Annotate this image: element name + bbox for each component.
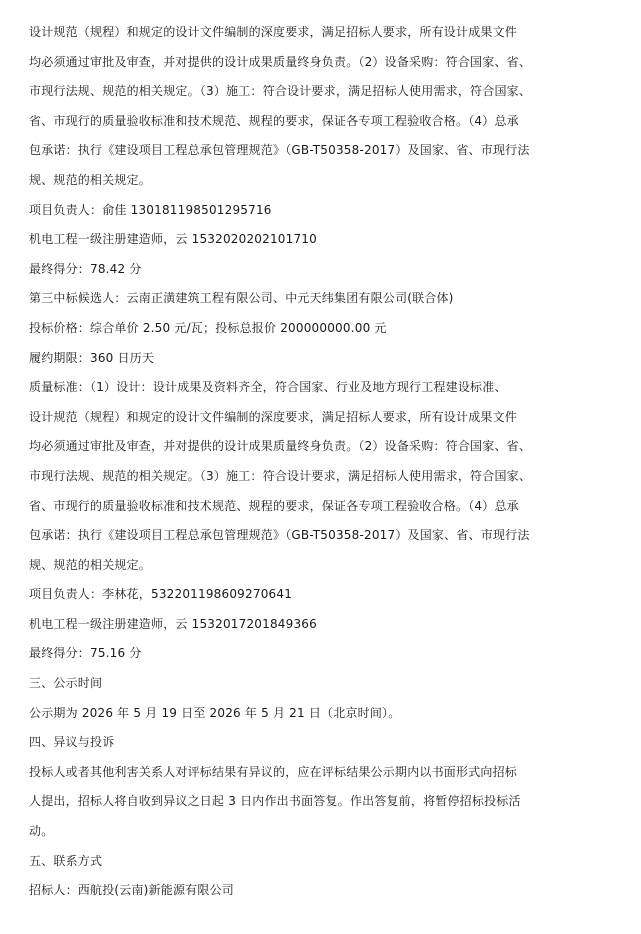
final-score-second — [29, 255, 625, 285]
final-score-third — [29, 639, 625, 669]
text-line: 招标人：西航投(云南)新能源有限公司 — [29, 883, 234, 898]
text-line: 设计规范（规程）和规定的设计文件编制的深度要求，满足招标人要求，所有设计成果文件 — [29, 25, 518, 39]
text-line: 三、公示时间 — [29, 676, 103, 691]
constructor-certificate-third — [29, 610, 625, 640]
text-line: 规、规范的相关规定。 — [29, 557, 152, 572]
performance-period-third — [29, 344, 625, 374]
quality-standard-continued — [29, 18, 625, 196]
section-heading-contact — [29, 847, 625, 877]
text-line: 投标价格：综合单价 2.50 元/瓦；投标总报价 200000000.00 元 — [29, 320, 387, 335]
third-candidate — [29, 284, 625, 314]
text-line: 机电工程一级注册建造师，云 1532017201849366 — [29, 616, 317, 631]
text-line: 规、规范的相关规定。 — [29, 172, 152, 187]
quality-standard-third — [29, 373, 625, 580]
text-line: 包承诺：执行《建设项目工程总承包管理规范》（GB-T50358-2017）及国家、省、市现行法 — [29, 143, 530, 158]
text-line: 动。 — [29, 824, 54, 839]
text-line: 机电工程一级注册建造师，云 1532020202101710 — [29, 232, 317, 247]
text-line: 省、市现行的质量验收标准和技术规范、规程的要求，保证各专项工程验收合格。（4）总承 — [29, 113, 519, 128]
section-heading-objections — [29, 728, 625, 758]
text-line: 投标人或者其他利害关系人对评标结果有异议的，应在评标结果公示期内以书面形式向招标 — [29, 764, 518, 779]
project-manager-third — [29, 580, 625, 610]
objections-text — [29, 758, 625, 847]
tenderer-contact — [29, 876, 625, 906]
text-line: 人提出，招标人将自收到异议之日起 3 日内作出书面答复。作出答复前，将暂停招标投标活 — [29, 794, 521, 809]
text-line: 包承诺：执行《建设项目工程总承包管理规范》（GB-T50358-2017）及国家、省、市现行法 — [29, 528, 530, 543]
text-line: 五、联系方式 — [29, 853, 103, 868]
announcement-document — [29, 18, 625, 906]
text-line: 均必须通过审批及审查，并对提供的设计成果质量终身负责。（2）设备采购：符合国家、省、 — [29, 439, 532, 454]
text-line: 市现行法规、规范的相关规定。（3）施工：符合设计要求，满足招标人使用需求，符合国家、 — [29, 468, 532, 483]
text-line: 最终得分：75.16 分 — [29, 646, 142, 661]
text-line: 最终得分：78.42 分 — [29, 261, 142, 276]
text-line: 第三中标候选人：云南正潢建筑工程有限公司、中元天纬集团有限公司(联合体) — [29, 291, 454, 306]
text-line: 项目负责人：李林花，532201198609270641 — [29, 587, 293, 602]
text-line: 设计规范（规程）和规定的设计文件编制的深度要求，满足招标人要求，所有设计成果文件 — [29, 409, 518, 424]
text-line: 质量标准：（1）设计：设计成果及资料齐全，符合国家、行业及地方现行工程建设标准、 — [29, 380, 507, 395]
publicity-period-text — [29, 699, 625, 729]
text-line: 均必须通过审批及审查，并对提供的设计成果质量终身负责。（2）设备采购：符合国家、省、 — [29, 54, 532, 69]
section-heading-publicity-period — [29, 669, 625, 699]
text-line: 市现行法规、规范的相关规定。（3）施工：符合设计要求，满足招标人使用需求，符合国家、 — [29, 84, 532, 99]
text-line: 履约期限：360 日历天 — [29, 350, 155, 365]
text-line: 省、市现行的质量验收标准和技术规范、规程的要求，保证各专项工程验收合格。（4）总承 — [29, 498, 519, 513]
text-line: 项目负责人：俞佳 130181198501295716 — [29, 202, 272, 217]
bid-price-third — [29, 314, 625, 344]
project-manager-second — [29, 196, 625, 226]
text-line: 公示期为 2026 年 5 月 19 日至 2026 年 5 月 21 日（北京时间）。 — [29, 705, 401, 720]
constructor-certificate-second — [29, 225, 625, 255]
text-line: 四、异议与投诉 — [29, 735, 115, 750]
